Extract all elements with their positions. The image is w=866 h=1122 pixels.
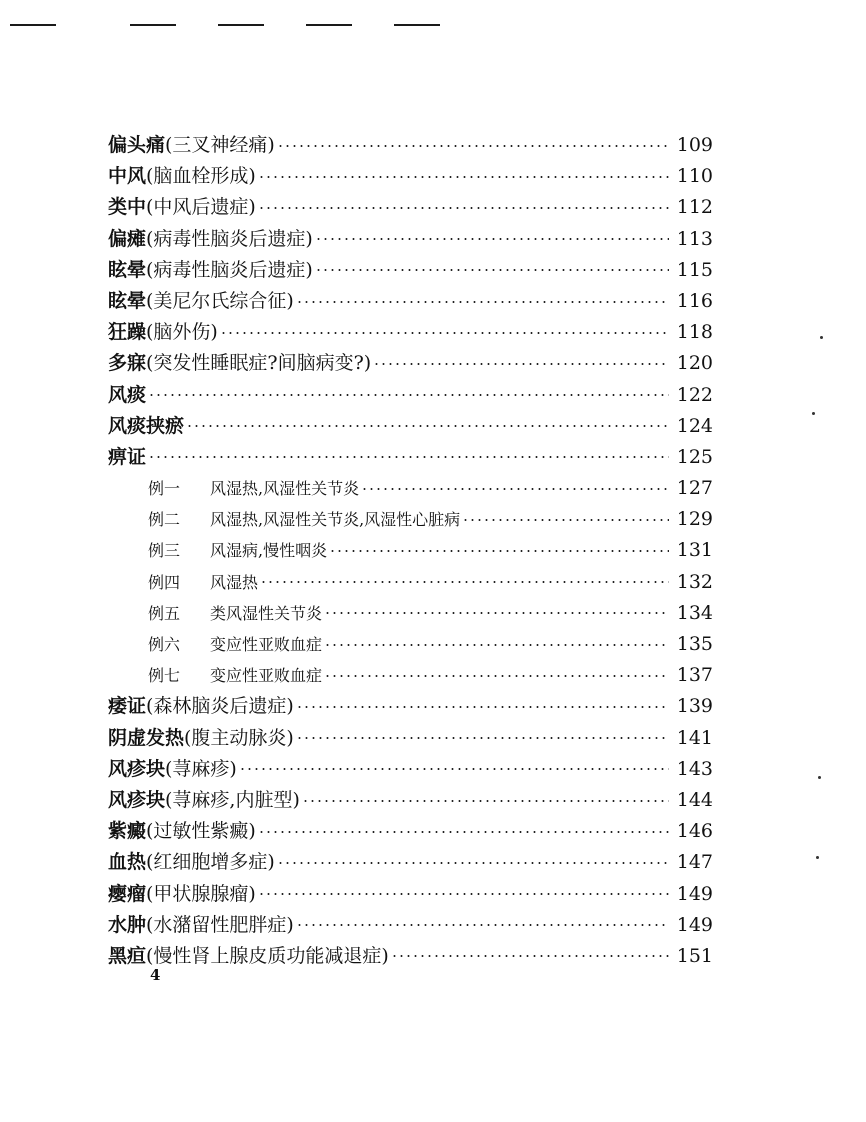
- toc-entry-title: [108, 224, 313, 255]
- toc-sub-entry-text: 风湿热,风湿性关节炎: [210, 479, 360, 499]
- dot-leader: [260, 581, 669, 583]
- toc-sub-entry-title: [148, 598, 322, 629]
- toc-sub-entry-text: 风湿热: [210, 572, 259, 592]
- toc-sub-entry[interactable]: [108, 535, 713, 566]
- toc-entry[interactable]: [108, 192, 713, 223]
- toc-entry-note: (腹主动脉炎): [184, 726, 294, 749]
- toc-page-number: 116: [676, 289, 713, 312]
- toc-page-number: 151: [676, 944, 713, 967]
- toc-sub-entry-title: [148, 629, 322, 660]
- toc-entry-title: [108, 442, 146, 473]
- toc-sub-entry[interactable]: [108, 660, 713, 691]
- toc-page-number: 139: [676, 695, 713, 718]
- toc-page-number: 149: [676, 882, 713, 905]
- toc-entry-note: (荨麻疹): [165, 757, 237, 780]
- dot-leader: [277, 145, 669, 147]
- toc-sub-entry-title: [148, 660, 322, 691]
- toc-entry-note: (脑外伤): [146, 321, 218, 344]
- header-rules: [10, 24, 450, 28]
- toc-entry-note: (甲状腺腺瘤): [146, 882, 256, 905]
- toc-entry-main: 风疹块: [108, 757, 166, 780]
- dot-leader: [324, 675, 669, 677]
- toc-entry-main: 偏瘫: [108, 227, 147, 250]
- toc-entry[interactable]: [108, 224, 713, 255]
- toc-entry-main: 偏头痛: [108, 134, 166, 156]
- toc-entry-title: [108, 816, 256, 847]
- toc-entry-main: 眩晕: [108, 258, 147, 281]
- toc-sub-entry-label: 例二: [148, 510, 181, 530]
- toc-page-number: 125: [676, 445, 713, 468]
- dot-leader: [324, 612, 669, 614]
- dot-leader: [324, 644, 669, 646]
- toc-page-number: 109: [676, 134, 713, 156]
- toc-entry-title: [108, 691, 294, 722]
- scan-speck: [812, 412, 815, 415]
- toc-entry-note: (红细胞增多症): [146, 851, 275, 874]
- toc-entry-title: [108, 910, 294, 941]
- toc-entry-note: (病毒性脑炎后遗症): [146, 227, 313, 250]
- toc-entry-title: [108, 380, 146, 411]
- toc-entry[interactable]: [108, 317, 713, 348]
- dot-leader: [373, 363, 669, 365]
- toc-entry-title: [108, 754, 237, 785]
- toc-page-number: 124: [676, 414, 713, 437]
- toc-entry[interactable]: [108, 785, 713, 816]
- toc-sub-entry-title: [148, 567, 258, 598]
- toc-entry-main: 类中: [108, 196, 147, 219]
- dot-leader: [296, 737, 669, 739]
- toc-entry-main: 风疹块: [108, 788, 166, 811]
- scan-speck: [816, 856, 819, 859]
- toc-page-number: 131: [676, 539, 713, 562]
- toc-entry[interactable]: [108, 691, 713, 722]
- toc-page-number: 149: [676, 913, 713, 936]
- toc-entry-note: (水潴留性肥胖症): [146, 913, 294, 936]
- dot-leader: [462, 519, 669, 521]
- toc-entry[interactable]: [108, 161, 713, 192]
- toc-page-number: 118: [676, 321, 713, 344]
- toc-sub-entry-label: 例三: [148, 541, 181, 561]
- dot-leader: [315, 238, 669, 240]
- toc-entry-main: 水肿: [108, 913, 147, 936]
- toc-entry-title: [108, 411, 184, 442]
- toc-sub-entry-label: 例一: [148, 479, 181, 499]
- toc-entry[interactable]: [108, 442, 713, 473]
- dot-leader: [186, 425, 669, 427]
- dot-leader: [296, 301, 669, 303]
- toc-entry-title: [108, 879, 256, 910]
- toc-entry[interactable]: [108, 754, 713, 785]
- toc-entry[interactable]: [108, 380, 713, 411]
- toc-page-number: 134: [676, 601, 713, 624]
- toc-entry-main: 阴虚发热: [108, 726, 185, 749]
- header-rule: [306, 24, 352, 26]
- toc-entry[interactable]: [108, 411, 713, 442]
- toc-entry-note: (森林脑炎后遗症): [146, 695, 294, 718]
- toc-entry-note: (荨麻疹,内脏型): [165, 788, 300, 811]
- scan-speck: [818, 776, 821, 779]
- page-number: 4: [150, 966, 161, 984]
- toc-entry[interactable]: [108, 816, 713, 847]
- toc-entry-note: (突发性睡眠症?间脑病变?): [146, 352, 372, 375]
- toc-entry-title: [108, 161, 256, 192]
- dot-leader: [258, 831, 669, 833]
- toc-sub-entry-text: 类风湿性关节炎: [210, 603, 323, 623]
- toc-entry-title: [108, 286, 294, 317]
- dot-leader: [329, 550, 669, 552]
- toc-entry[interactable]: [108, 879, 713, 910]
- toc-entry-note: (脑血栓形成): [146, 165, 256, 188]
- toc-page-number: 135: [676, 633, 713, 655]
- toc-entry-title: [108, 847, 275, 878]
- toc-page-number: 137: [676, 664, 713, 687]
- toc-sub-entry[interactable]: [108, 567, 713, 598]
- toc-sub-entry[interactable]: [108, 504, 713, 535]
- toc-page-number: 115: [676, 258, 713, 281]
- toc-entry-note: (过敏性紫癜): [146, 820, 256, 843]
- dot-leader: [258, 176, 669, 178]
- toc-entry-main: 黑疸: [108, 944, 147, 967]
- dot-leader: [296, 924, 669, 926]
- toc-sub-entry-text: 风湿热,风湿性关节炎,风湿性心脏病: [210, 510, 461, 530]
- toc-sub-entry[interactable]: [108, 598, 713, 629]
- toc-page-number: 113: [676, 227, 713, 250]
- toc-entry-title: [108, 317, 218, 348]
- toc-page-number: 129: [676, 508, 713, 531]
- table-of-contents: [108, 130, 713, 972]
- toc-page-number: 144: [676, 788, 713, 811]
- toc-entry-main: 血热: [108, 851, 147, 874]
- toc-sub-entry[interactable]: [108, 473, 713, 504]
- toc-entry-main: 中风: [108, 165, 147, 188]
- toc-page-number: 146: [676, 820, 713, 843]
- toc-page-number: 120: [676, 352, 713, 375]
- dot-leader: [220, 332, 669, 334]
- toc-entry-note: (美尼尔氏综合征): [146, 289, 294, 312]
- toc-entry[interactable]: [108, 723, 713, 754]
- toc-page-number: 147: [676, 851, 713, 874]
- dot-leader: [361, 488, 669, 490]
- dot-leader: [277, 862, 669, 864]
- toc-entry-main: 痹证: [108, 445, 147, 468]
- toc-entry-main: 瘿瘤: [108, 882, 147, 905]
- header-rule: [10, 24, 56, 26]
- toc-entry[interactable]: [108, 348, 713, 379]
- toc-sub-entry-text: 变应性亚败血症: [210, 666, 323, 686]
- toc-entry[interactable]: [108, 847, 713, 878]
- dot-leader: [258, 207, 669, 209]
- toc-entry[interactable]: [108, 130, 713, 161]
- toc-sub-entry-label: 例七: [148, 666, 181, 686]
- toc-entry-title: [108, 130, 275, 161]
- toc-entry[interactable]: [108, 255, 713, 286]
- header-rule: [394, 24, 440, 26]
- toc-sub-entry[interactable]: [108, 629, 713, 660]
- toc-sub-entry-label: 例四: [148, 572, 181, 592]
- toc-sub-entry-text: 风湿病,慢性咽炎: [210, 541, 328, 561]
- toc-entry-note: (慢性肾上腺皮质功能减退症): [146, 944, 389, 967]
- dot-leader: [148, 456, 669, 458]
- toc-page-number: 132: [676, 570, 713, 593]
- dot-leader: [148, 394, 669, 396]
- toc-sub-entry-text: 变应性亚败血症: [210, 635, 323, 654]
- scan-speck: [820, 336, 823, 339]
- toc-page-number: 143: [676, 757, 713, 780]
- toc-entry-title: [108, 723, 294, 754]
- toc-page-number: 110: [676, 165, 713, 188]
- header-rule: [130, 24, 176, 26]
- toc-sub-entry-label: 例六: [148, 635, 181, 654]
- dot-leader: [391, 955, 669, 957]
- toc-page-number: 112: [676, 196, 713, 219]
- toc-entry-main: 风痰挟瘀: [108, 414, 185, 437]
- toc-entry-main: 多寐: [108, 352, 147, 375]
- dot-leader: [239, 768, 669, 770]
- toc-entry[interactable]: [108, 910, 713, 941]
- toc-entry-note: (三叉神经痛): [165, 134, 275, 156]
- toc-entry-title: [108, 192, 256, 223]
- dot-leader: [302, 800, 669, 802]
- toc-page-number: 141: [676, 726, 713, 749]
- toc-entry-main: 眩晕: [108, 289, 147, 312]
- toc-entry[interactable]: [108, 941, 713, 972]
- dot-leader: [315, 269, 669, 271]
- toc-entry-main: 风痰: [108, 383, 147, 406]
- toc-entry-note: (中风后遗症): [146, 196, 256, 219]
- header-rule: [218, 24, 264, 26]
- dot-leader: [258, 893, 669, 895]
- toc-page-number: 122: [676, 383, 713, 406]
- toc-sub-entry-title: [148, 535, 327, 566]
- toc-entry-note: (病毒性脑炎后遗症): [146, 258, 313, 281]
- toc-entry-title: [108, 348, 371, 379]
- toc-sub-entry-label: 例五: [148, 603, 181, 623]
- toc-entry[interactable]: [108, 286, 713, 317]
- toc-entry-title: [108, 785, 300, 816]
- toc-entry-main: 狂躁: [108, 321, 147, 344]
- toc-entry-main: 痿证: [108, 695, 147, 718]
- toc-entry-main: 紫癜: [108, 820, 147, 843]
- toc-page-number: 127: [676, 477, 713, 500]
- dot-leader: [296, 706, 669, 708]
- toc-entry-title: [108, 255, 313, 286]
- toc-sub-entry-title: [148, 504, 460, 535]
- toc-sub-entry-title: [148, 473, 359, 504]
